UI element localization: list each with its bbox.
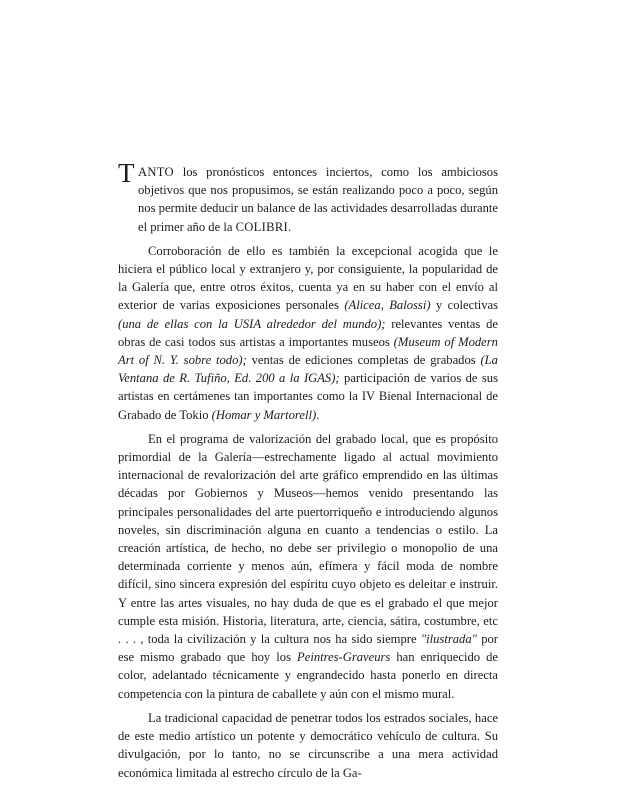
p2-italic-1: (Alicea, Balossi) — [344, 298, 431, 313]
paragraph-3 — [118, 430, 498, 703]
drop-cap: T — [118, 158, 135, 188]
p2-text-2: y colectivas — [430, 298, 498, 313]
p2-text-1: Corroboración de ello es también la excepcional acogida que le hiciera el público local y extranjero y, por consiguiente, la popularidad de la Galería que, entre otros éxitos, cuenta ya en su haber con el envío al exterior de varias exposiciones personales — [118, 243, 498, 313]
paragraph-1 — [118, 158, 498, 236]
p3-text-1: En el programa de valorización del grabado local, que es propósito primordial de la Galería—estrechamente ligado al actual movimiento internacional de revalorización del arte gráfico emprendido en las últimas décadas por Gobiernos y Museos—hemos venido presentando las principales personalidades del arte puertorriqueño e introduciendo algunos noveles, sin discriminación alguna en cuanto a tendencias o estilo. La creación artística, de hecho, no debe ser privilegio o monopolio de una determinada corriente y menos aún, efímera y fácil moda de nombre difícil, sino sincera expresión del espíritu cuyo objeto es deleitar e instruir. Y entre las artes visuales, no hay duda de que es el grabado el que mejor cumple esta misión. Historia, literatura, arte, ciencia, sátira, costumbre, etc . . . , toda la civilización y la cultura nos ha sido siempre — [118, 431, 498, 647]
paragraph-1-text: los pronósticos entonces inciertos, como los ambiciosos objetivos que nos propusimos, se están realizando poco a poco, según nos permite deducir un balance de las actividades desarrolladas durante el primer año de la — [138, 165, 498, 234]
p2-text-6: . — [316, 407, 320, 422]
paragraph-1-end: . — [288, 219, 292, 234]
p2-italic-2: (una de ellas con la USIA alrededor del mundo); — [118, 316, 386, 331]
paragraph-4 — [118, 709, 498, 782]
p2-italic-3: (Museum of Modern Art of N. Y. sobre todo); — [118, 334, 498, 368]
gallery-name: COLIBRI — [235, 219, 289, 234]
p3-text-3: han enriquecido de color, adelantado técnicamente y engrandecido hasta ponerlo en directa competencia con la pintura de caballete y aún con el mismo mural. — [118, 650, 498, 701]
p3-italic-2: Peintres-Graveurs — [297, 650, 391, 665]
body-text — [118, 158, 499, 788]
p3-text-2: por ese mismo grabado que hoy los — [118, 632, 499, 665]
p2-text-3: relevantes ventas de obras de casi todos sus artistas a importantes museos — [118, 316, 498, 349]
p2-italic-5: (Homar y Martorell) — [211, 407, 317, 422]
p3-italic-1: "ilustrada" — [420, 632, 477, 647]
p2-italic-4: (La Ventana de R. Tufiño, Ed. 200 a la IGAS); — [118, 353, 498, 386]
p2-text-4: ventas de ediciones completas de grabados — [246, 353, 481, 368]
lead-in: ANTO — [138, 165, 174, 179]
paragraph-2 — [118, 242, 498, 424]
p2-text-5: participación de varios de sus artistas en certámenes tan importantes como la IV Bienal Internacional de Grabado de Tokio — [118, 371, 498, 422]
p4-text-1: La tradicional capacidad de penetrar todos los estrados sociales, hace de este medio artístico un potente y democrático vehículo de cultura. Su divulgación, por lo tanto, no se circunscribe a una mera actividad económica limitada al estrecho círculo de la Ga- — [118, 710, 498, 780]
